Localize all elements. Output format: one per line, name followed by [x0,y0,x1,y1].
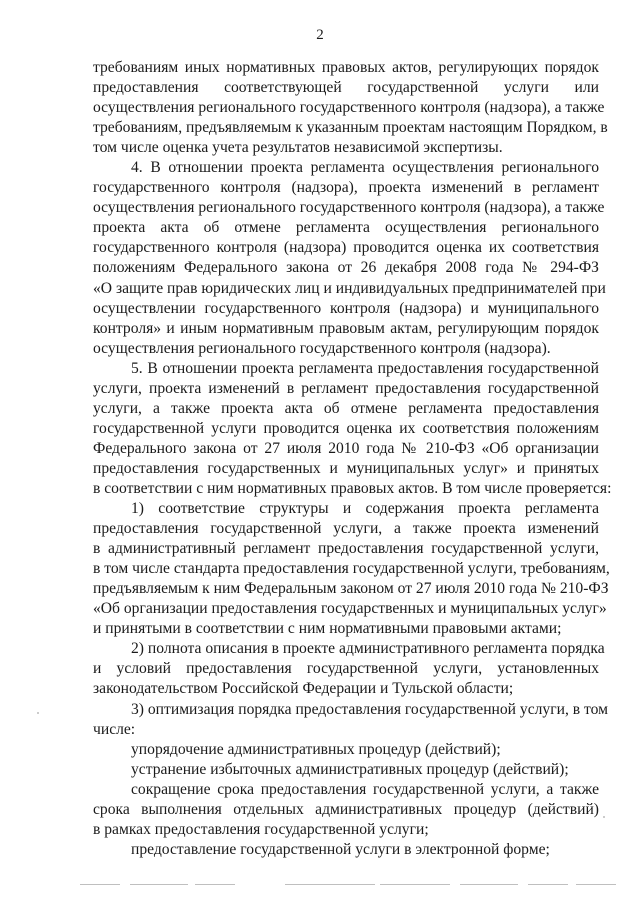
text-line: в административный регламент предоставления государственной услуги, [93,540,599,558]
text-line: предоставления государственных и муниципальных услуг» и принятых [93,459,599,477]
text-line: предоставления государственной услуги, а также проекта изменений [93,520,599,538]
text-line: сокращение срока предоставления государственной услуги, а также [131,780,599,798]
text-line: предоставление государственной услуги в электронной форме; [131,840,550,858]
page-number: 2 [316,27,324,43]
text-line: в рамках предоставления государственной услуги; [93,820,429,838]
text-line: 4. В отношении проекта регламента осуществления регионального [131,159,599,177]
text-line: государственного контроля (надзора) проводится оценка их соответствия [93,239,599,257]
text-line: устранение избыточных административных процедур (действий); [131,760,569,778]
text-line: проекта акта об отмене регламента осуществления регионального [93,219,599,237]
text-line: требованиям, предъявляемым к указанным проектам настоящим Порядком, в [93,119,608,137]
text-line: услуги, проекта изменений в регламент предоставления государственной [93,379,599,397]
text-line: в том числе стандарта предоставления государственной услуги, требованиям, [93,560,610,578]
text-line: требованиям иных нормативных правовых актов, регулирующих порядок [93,59,599,76]
text-line: 2) полнота описания в проекте административного регламента порядка [131,640,605,658]
text-line: законодательством Российской Федерации и Тульской области; [93,680,514,698]
text-line: «О защите прав юридических лиц и индивидуальных предпринимателей при [93,279,606,297]
text-line: Федерального закона от 27 июля 2010 года № 210-ФЗ «Об организации [93,439,599,457]
text-line: 5. В отношении проекта регламента предоставления государственной [131,359,599,377]
text-line: числе: [93,720,136,738]
text-line: осуществлении государственного контроля (надзора) и муниципального [93,299,599,317]
text-line: 1) соответствие структуры и содержания проекта регламента [131,500,599,518]
text-line: государственной услуги проводится оценка их соответствия положениям [93,419,599,437]
text-line: осуществления регионального государственного контроля (надзора), а также [93,199,605,217]
scan-speck [37,712,39,714]
text-line: осуществления регионального государственного контроля (надзора). [93,339,551,357]
text-line: государственного контроля (надзора), проекта изменений в регламент [93,179,599,197]
text-line: 3) оптимизация порядка предоставления государственной услуги, в том [131,700,609,718]
text-line: «Об организации предоставления государственных и муниципальных услуг» [93,600,607,618]
text-line: упорядочение административных процедур (действий); [131,740,501,758]
text-line: осуществления регионального государственного контроля (надзора), а также [93,99,605,117]
scan-artifact-line [80,884,620,886]
text-line: положениям Федерального закона от 26 декабря 2008 года № 294-ФЗ [93,259,599,277]
text-line: и принятыми в соответствии с ним нормативными правовыми актами; [93,620,562,638]
text-line: том числе оценка учета результатов независимой экспертизы. [93,139,503,157]
text-line: и условий предоставления государственной услуги, установленных [93,660,599,678]
text-line: срока выполнения отдельных административных процедур (действий) [93,800,599,818]
text-line: контроля» и иным нормативным правовым актам, регулирующим порядок [93,319,599,337]
text-line: услуги, а также проекта акта об отмене регламента предоставления [93,399,599,417]
text-line: в соответствии с ним нормативных правовых актов. В том числе проверяется: [93,479,612,497]
text-line: предъявляемым к ним Федеральным законом от 27 июля 2010 года № 210-ФЗ [93,580,609,598]
scan-speck [603,816,605,818]
document-body [93,58,612,860]
text-line: предоставления соответствующей государственной услуги или [93,79,599,97]
